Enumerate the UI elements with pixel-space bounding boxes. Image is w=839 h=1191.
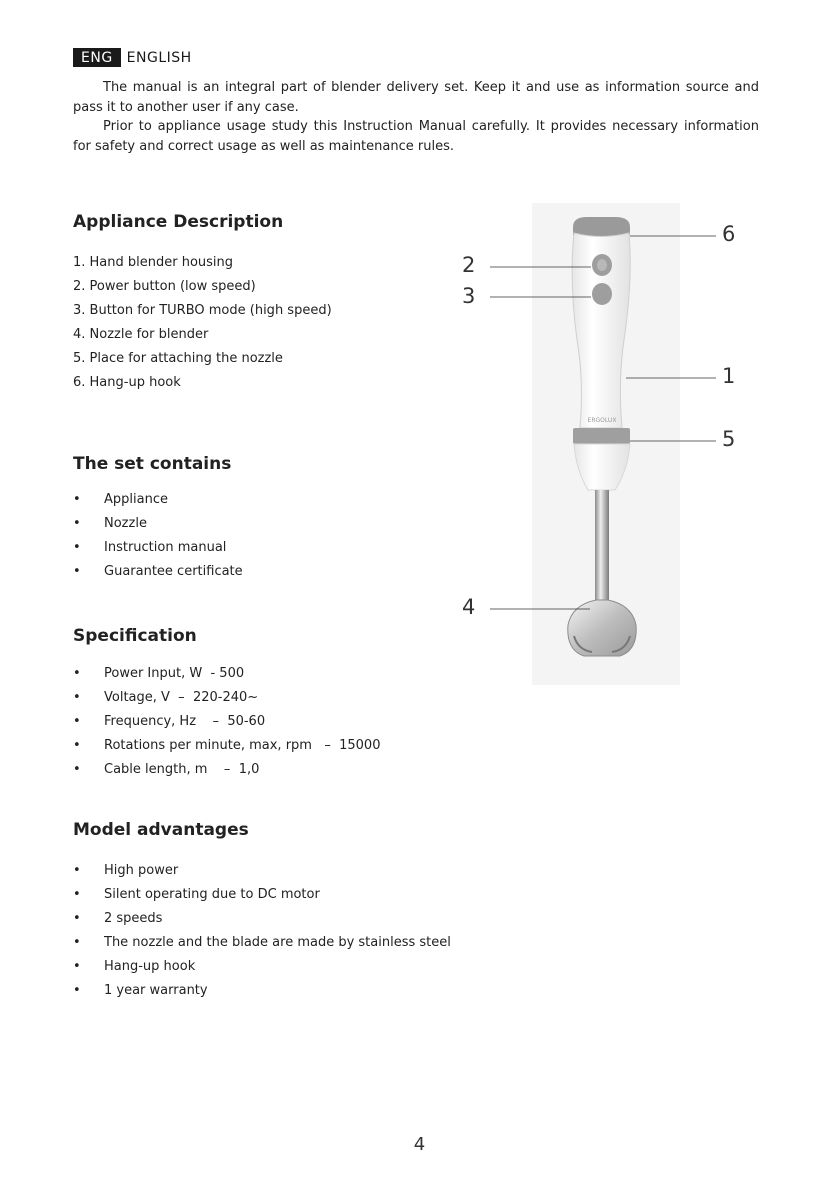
- list-item: 5. Place for attaching the nozzle: [73, 351, 283, 366]
- blender-figure: [460, 200, 760, 690]
- list-item: 6. Hang-up hook: [73, 375, 181, 390]
- list-item-text: 2 speeds: [104, 911, 163, 926]
- list-item-text: Silent operating due to DC motor: [104, 887, 320, 902]
- callout-5: 5: [722, 427, 736, 451]
- bullet-icon: •: [73, 983, 81, 998]
- bullet-icon: •: [73, 911, 81, 926]
- list-item: 1. Hand blender housing: [73, 255, 234, 270]
- attach-ring: [573, 428, 630, 444]
- callout-6: 6: [722, 222, 736, 246]
- turbo-button: [592, 283, 612, 305]
- language-name: ENGLISH: [126, 49, 192, 66]
- bullet-icon: •: [73, 690, 81, 705]
- callout-4: 4: [462, 595, 476, 619]
- list-item: [73, 512, 243, 536]
- list-item: [73, 488, 243, 512]
- set-title: The set contains: [73, 454, 232, 474]
- list-item: [73, 536, 243, 560]
- list-item-text: 1 year warranty: [104, 983, 208, 998]
- list-item: [73, 560, 243, 584]
- list-item: [73, 859, 451, 883]
- callout-2: 2: [462, 253, 476, 277]
- bullet-icon: •: [73, 762, 81, 777]
- blender-shaft: [595, 490, 609, 602]
- brand-logo: ERGOLUX: [587, 417, 617, 424]
- blender-bell: [568, 600, 636, 656]
- bullet-icon: •: [73, 492, 81, 507]
- advantages-list: [73, 859, 451, 1003]
- spec-list: [73, 662, 380, 782]
- list-item-text: Hang-up hook: [104, 959, 196, 974]
- set-list: [73, 488, 243, 584]
- list-item-text: Voltage, V – 220-240~: [104, 690, 259, 705]
- list-item: 3. Button for TURBO mode (high speed): [73, 303, 332, 318]
- spec-title: Specification: [73, 626, 197, 646]
- blender-illustration: [460, 200, 760, 690]
- power-button-inner: [597, 259, 607, 271]
- list-item: [73, 710, 380, 734]
- bullet-icon: •: [73, 863, 81, 878]
- list-item: [73, 734, 380, 758]
- intro-paragraph: The manual is an integral part of blender delivery set. Keep it and use as information source and pass it to another user if any case.: [73, 80, 759, 115]
- intro-text: [73, 78, 759, 156]
- language-code: ENG: [73, 48, 121, 67]
- advantages-title: Model advantages: [73, 820, 249, 840]
- list-item-text: High power: [104, 863, 179, 878]
- list-item-text: The nozzle and the blade are made by stainless steel: [104, 935, 451, 950]
- bullet-icon: •: [73, 738, 81, 753]
- list-item: [73, 931, 451, 955]
- bullet-icon: •: [73, 564, 81, 579]
- bullet-icon: •: [73, 540, 81, 555]
- list-item: [73, 758, 380, 782]
- list-item: [73, 686, 380, 710]
- list-item-text: Guarantee certificate: [104, 564, 243, 579]
- list-item: [73, 907, 451, 931]
- list-item: [73, 955, 451, 979]
- bullet-icon: •: [73, 959, 81, 974]
- list-item-text: Instruction manual: [104, 540, 227, 555]
- list-item-text: Nozzle: [104, 516, 147, 531]
- list-item: 4. Nozzle for blender: [73, 327, 209, 342]
- list-item-text: Cable length, m – 1,0: [104, 762, 260, 777]
- language-header: [73, 48, 192, 67]
- list-item-text: Power Input, W - 500: [104, 666, 245, 681]
- description-list: [73, 251, 332, 395]
- bullet-icon: •: [73, 516, 81, 531]
- list-item-text: Appliance: [104, 492, 168, 507]
- list-item: [73, 979, 451, 1003]
- list-item-text: Frequency, Hz – 50-60: [104, 714, 266, 729]
- callout-1: 1: [722, 364, 736, 388]
- bullet-icon: •: [73, 714, 81, 729]
- list-item: 2. Power button (low speed): [73, 279, 256, 294]
- description-title: Appliance Description: [73, 212, 284, 232]
- bullet-icon: •: [73, 935, 81, 950]
- list-item: [73, 883, 451, 907]
- page-number: 4: [413, 1134, 426, 1155]
- callout-3: 3: [462, 284, 476, 308]
- list-item: [73, 662, 380, 686]
- bullet-icon: •: [73, 887, 81, 902]
- bullet-icon: •: [73, 666, 81, 681]
- intro-paragraph: Prior to appliance usage study this Instruction Manual carefully. It provides necessary information for safety and correct usage as well as maintenance rules.: [73, 119, 759, 154]
- list-item-text: Rotations per minute, max, rpm – 15000: [104, 738, 381, 753]
